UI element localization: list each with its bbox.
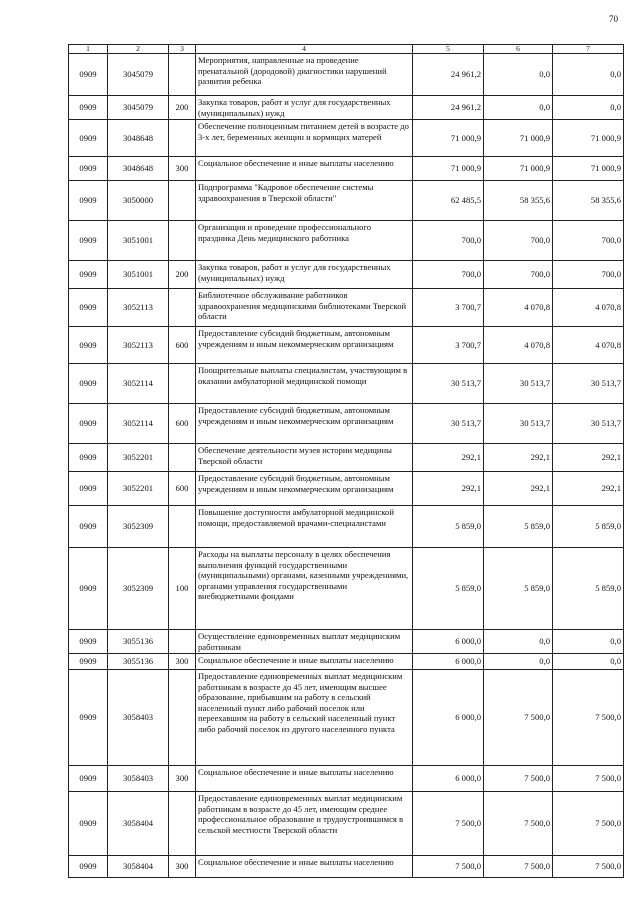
amount-year-3-cell: 4 070,8	[553, 289, 624, 327]
section-cell: 0909	[69, 670, 108, 766]
amount-year-1-cell: 5 859,0	[413, 548, 484, 630]
section-cell: 0909	[69, 654, 108, 670]
section-cell: 0909	[69, 630, 108, 654]
amount-year-2-cell: 700,0	[484, 221, 553, 261]
expense-type-cell	[169, 630, 196, 654]
target-code-cell: 3052113	[108, 327, 169, 364]
target-code-cell: 3058403	[108, 766, 169, 792]
item-name-cell: Предоставление единовременных выплат медицинским работникам в возрасте до 45 лет, имеющим среднее профессиональное образование и трудоустроившимся в сельской местности Тверской области	[196, 792, 413, 856]
table-row	[69, 261, 624, 289]
amount-year-2-cell: 58 355,6	[484, 181, 553, 221]
page-number: 70	[609, 14, 618, 24]
amount-year-3-cell: 0,0	[553, 654, 624, 670]
target-code-cell: 3052114	[108, 404, 169, 444]
target-code-cell: 3058404	[108, 856, 169, 878]
item-name-cell: Социальное обеспечение и иные выплаты населению	[196, 766, 413, 792]
target-code-cell: 3051001	[108, 221, 169, 261]
amount-year-2-cell: 4 070,8	[484, 327, 553, 364]
amount-year-3-cell: 30 513,7	[553, 364, 624, 404]
table-row	[69, 181, 624, 221]
table-row	[69, 472, 624, 506]
amount-year-2-cell: 71 000,9	[484, 120, 553, 157]
table-row	[69, 120, 624, 157]
budget-table	[68, 44, 624, 878]
target-code-cell: 3045079	[108, 96, 169, 120]
column-header-7: 7	[553, 45, 624, 54]
amount-year-1-cell: 24 961,2	[413, 96, 484, 120]
amount-year-1-cell: 62 485,5	[413, 181, 484, 221]
amount-year-2-cell: 30 513,7	[484, 364, 553, 404]
table-row	[69, 856, 624, 878]
item-name-cell: Обеспечение деятельности музея истории медицины Тверской области	[196, 444, 413, 472]
target-code-cell: 3051001	[108, 261, 169, 289]
expense-type-cell: 300	[169, 654, 196, 670]
section-cell: 0909	[69, 96, 108, 120]
item-name-cell: Подпрограмма "Кадровое обеспечение системы здравоохранения в Тверской области"	[196, 181, 413, 221]
amount-year-3-cell: 700,0	[553, 221, 624, 261]
target-code-cell: 3050000	[108, 181, 169, 221]
item-name-cell: Библиотечное обслуживание работников здравоохранения медицинскими библиотеками Тверской области	[196, 289, 413, 327]
item-name-cell: Предоставление субсидий бюджетным, автономным учреждениям и иным некоммерческим организациям	[196, 404, 413, 444]
amount-year-2-cell: 7 500,0	[484, 856, 553, 878]
section-cell: 0909	[69, 327, 108, 364]
item-name-cell: Поощрительные выплаты специалистам, участвующим в оказании амбулаторной медицинской помощи	[196, 364, 413, 404]
column-header-3: 3	[169, 45, 196, 54]
target-code-cell: 3048648	[108, 120, 169, 157]
item-name-cell: Предоставление единовременных выплат медицинским работникам в возрасте до 45 лет, имеющим высшее образование, прибывшим на работу в сельский населенный пункт либо рабочий поселок или переехавшим на работу в сельский населенный пункт либо рабочий поселок из другого населенного пункта	[196, 670, 413, 766]
item-name-cell: Организация и проведение профессионального праздника День медицинского работника	[196, 221, 413, 261]
table-row	[69, 444, 624, 472]
target-code-cell: 3058403	[108, 670, 169, 766]
amount-year-3-cell: 7 500,0	[553, 670, 624, 766]
amount-year-1-cell: 24 961,2	[413, 54, 484, 96]
item-name-cell: Предоставление субсидий бюджетным, автономным учреждениям и иным некоммерческим организациям	[196, 472, 413, 506]
section-cell: 0909	[69, 444, 108, 472]
section-cell: 0909	[69, 766, 108, 792]
amount-year-1-cell: 7 500,0	[413, 792, 484, 856]
amount-year-2-cell: 0,0	[484, 630, 553, 654]
column-header-2: 2	[108, 45, 169, 54]
amount-year-3-cell: 0,0	[553, 54, 624, 96]
section-cell: 0909	[69, 120, 108, 157]
column-header-4: 4	[196, 45, 413, 54]
amount-year-2-cell: 5 859,0	[484, 506, 553, 548]
amount-year-3-cell: 0,0	[553, 96, 624, 120]
column-number-row	[69, 45, 624, 54]
expense-type-cell: 200	[169, 96, 196, 120]
amount-year-2-cell: 292,1	[484, 472, 553, 506]
item-name-cell: Расходы на выплаты персоналу в целях обеспечения выполнения функций государственными (муниципальными) органами, казенными учреждениями, органами управления государственными внебюджетными фондами	[196, 548, 413, 630]
table-row	[69, 766, 624, 792]
amount-year-1-cell: 7 500,0	[413, 856, 484, 878]
amount-year-3-cell: 5 859,0	[553, 548, 624, 630]
column-header-5: 5	[413, 45, 484, 54]
amount-year-3-cell: 4 070,8	[553, 327, 624, 364]
target-code-cell: 3052201	[108, 472, 169, 506]
amount-year-1-cell: 71 000,9	[413, 157, 484, 181]
section-cell: 0909	[69, 157, 108, 181]
section-cell: 0909	[69, 856, 108, 878]
target-code-cell: 3052309	[108, 506, 169, 548]
section-cell: 0909	[69, 181, 108, 221]
amount-year-2-cell: 71 000,9	[484, 157, 553, 181]
table-row	[69, 364, 624, 404]
item-name-cell: Обеспечение полноценным питанием детей в возрасте до 3-х лет, беременных женщин и кормящих матерей	[196, 120, 413, 157]
amount-year-1-cell: 30 513,7	[413, 404, 484, 444]
column-header-1: 1	[69, 45, 108, 54]
amount-year-2-cell: 7 500,0	[484, 766, 553, 792]
section-cell: 0909	[69, 404, 108, 444]
target-code-cell: 3052114	[108, 364, 169, 404]
expense-type-cell	[169, 120, 196, 157]
amount-year-3-cell: 71 000,9	[553, 157, 624, 181]
target-code-cell: 3055136	[108, 630, 169, 654]
expense-type-cell	[169, 444, 196, 472]
amount-year-3-cell: 292,1	[553, 472, 624, 506]
amount-year-1-cell: 700,0	[413, 261, 484, 289]
table-row	[69, 289, 624, 327]
amount-year-1-cell: 6 000,0	[413, 766, 484, 792]
amount-year-1-cell: 5 859,0	[413, 506, 484, 548]
target-code-cell: 3045079	[108, 54, 169, 96]
table-row	[69, 157, 624, 181]
item-name-cell: Социальное обеспечение и иные выплаты населению	[196, 856, 413, 878]
target-code-cell: 3052309	[108, 548, 169, 630]
amount-year-1-cell: 700,0	[413, 221, 484, 261]
target-code-cell: 3052201	[108, 444, 169, 472]
expense-type-cell: 300	[169, 157, 196, 181]
target-code-cell: 3058404	[108, 792, 169, 856]
amount-year-2-cell: 0,0	[484, 54, 553, 96]
section-cell: 0909	[69, 364, 108, 404]
amount-year-2-cell: 700,0	[484, 261, 553, 289]
table-row	[69, 654, 624, 670]
amount-year-2-cell: 7 500,0	[484, 792, 553, 856]
amount-year-3-cell: 71 000,9	[553, 120, 624, 157]
expense-type-cell	[169, 792, 196, 856]
amount-year-2-cell: 0,0	[484, 96, 553, 120]
target-code-cell: 3052113	[108, 289, 169, 327]
amount-year-3-cell: 7 500,0	[553, 856, 624, 878]
expense-type-cell: 300	[169, 856, 196, 878]
table-row	[69, 792, 624, 856]
expense-type-cell	[169, 364, 196, 404]
amount-year-3-cell: 292,1	[553, 444, 624, 472]
amount-year-1-cell: 6 000,0	[413, 654, 484, 670]
amount-year-2-cell: 5 859,0	[484, 548, 553, 630]
amount-year-1-cell: 292,1	[413, 444, 484, 472]
amount-year-2-cell: 30 513,7	[484, 404, 553, 444]
item-name-cell: Осуществление единовременных выплат медицинским работникам	[196, 630, 413, 654]
expense-type-cell: 300	[169, 766, 196, 792]
expense-type-cell	[169, 54, 196, 96]
amount-year-1-cell: 30 513,7	[413, 364, 484, 404]
item-name-cell: Социальное обеспечение и иные выплаты населению	[196, 157, 413, 181]
amount-year-3-cell: 7 500,0	[553, 766, 624, 792]
section-cell: 0909	[69, 792, 108, 856]
target-code-cell: 3048648	[108, 157, 169, 181]
column-header-6: 6	[484, 45, 553, 54]
item-name-cell: Социальное обеспечение и иные выплаты населению	[196, 654, 413, 670]
section-cell: 0909	[69, 548, 108, 630]
table-row	[69, 327, 624, 364]
amount-year-3-cell: 58 355,6	[553, 181, 624, 221]
amount-year-2-cell: 4 070,8	[484, 289, 553, 327]
table-row	[69, 54, 624, 96]
item-name-cell: Мероприятия, направленные на проведение пренатальной (дородовой) диагностики нарушений развития ребенка	[196, 54, 413, 96]
amount-year-1-cell: 6 000,0	[413, 670, 484, 766]
expense-type-cell: 200	[169, 261, 196, 289]
amount-year-1-cell: 3 700,7	[413, 327, 484, 364]
amount-year-2-cell: 292,1	[484, 444, 553, 472]
section-cell: 0909	[69, 261, 108, 289]
amount-year-3-cell: 7 500,0	[553, 792, 624, 856]
expense-type-cell	[169, 289, 196, 327]
expense-type-cell	[169, 670, 196, 766]
table-row	[69, 506, 624, 548]
expense-type-cell: 600	[169, 327, 196, 364]
amount-year-1-cell: 292,1	[413, 472, 484, 506]
amount-year-1-cell: 6 000,0	[413, 630, 484, 654]
amount-year-1-cell: 3 700,7	[413, 289, 484, 327]
expense-type-cell: 600	[169, 472, 196, 506]
item-name-cell: Закупка товаров, работ и услуг для государственных (муниципальных) нужд	[196, 261, 413, 289]
amount-year-3-cell: 30 513,7	[553, 404, 624, 444]
section-cell: 0909	[69, 506, 108, 548]
expense-type-cell	[169, 506, 196, 548]
section-cell: 0909	[69, 472, 108, 506]
amount-year-2-cell: 0,0	[484, 654, 553, 670]
table-row	[69, 548, 624, 630]
section-cell: 0909	[69, 289, 108, 327]
table-row	[69, 670, 624, 766]
section-cell: 0909	[69, 221, 108, 261]
expense-type-cell	[169, 181, 196, 221]
section-cell: 0909	[69, 54, 108, 96]
expense-type-cell: 600	[169, 404, 196, 444]
table-row	[69, 404, 624, 444]
amount-year-2-cell: 7 500,0	[484, 670, 553, 766]
amount-year-3-cell: 700,0	[553, 261, 624, 289]
item-name-cell: Предоставление субсидий бюджетным, автономным учреждениям и иным некоммерческим организациям	[196, 327, 413, 364]
target-code-cell: 3055136	[108, 654, 169, 670]
expense-type-cell: 100	[169, 548, 196, 630]
table-row	[69, 96, 624, 120]
item-name-cell: Закупка товаров, работ и услуг для государственных (муниципальных) нужд	[196, 96, 413, 120]
amount-year-1-cell: 71 000,9	[413, 120, 484, 157]
amount-year-3-cell: 5 859,0	[553, 506, 624, 548]
item-name-cell: Повышение доступности амбулаторной медицинской помощи, предоставляемой врачами-специалистами	[196, 506, 413, 548]
expense-type-cell	[169, 221, 196, 261]
amount-year-3-cell: 0,0	[553, 630, 624, 654]
table-body	[69, 54, 624, 878]
table-row	[69, 221, 624, 261]
table-row	[69, 630, 624, 654]
